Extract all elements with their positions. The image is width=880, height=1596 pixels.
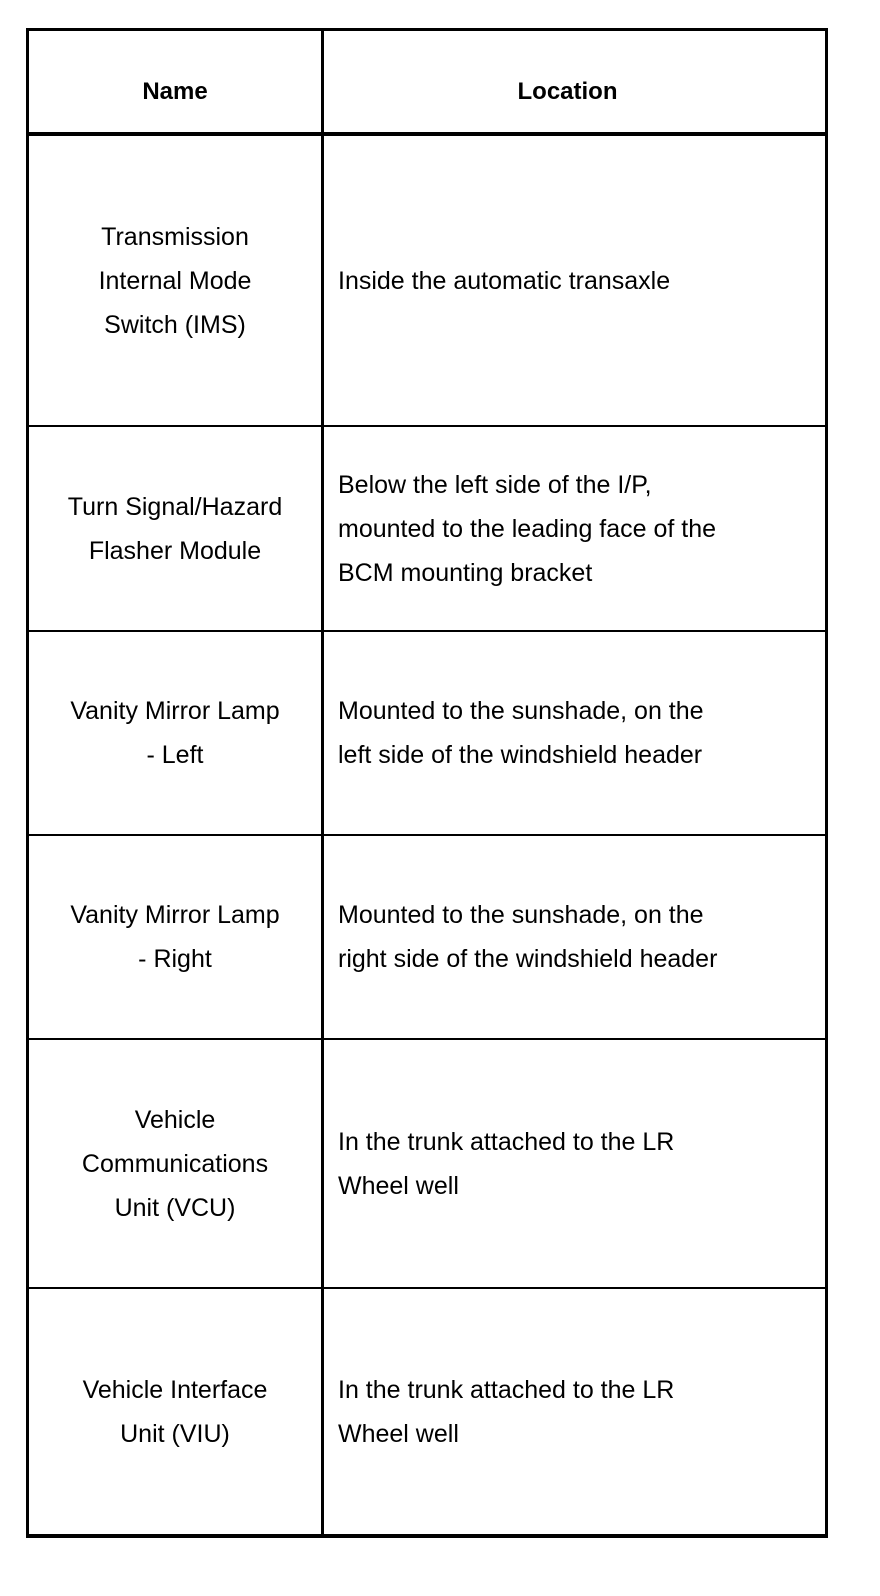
header-name-label: Name [142, 78, 208, 105]
component-name: Turn Signal/Hazard Flasher Module [67, 492, 283, 565]
component-name: Vanity Mirror Lamp - Right [70, 901, 280, 973]
component-location: Mounted to the sunshade, on the right side of the windshield header [338, 901, 718, 973]
location-cell [324, 1289, 828, 1534]
component-name: Vehicle Interface Unit (VIU) [82, 1375, 268, 1448]
location-cell [324, 1040, 828, 1287]
name-cell [26, 836, 324, 1038]
table-row [26, 632, 828, 836]
table-row [26, 1040, 828, 1289]
component-location: In the trunk attached to the LR Wheel well [338, 1375, 675, 1448]
name-cell [26, 136, 324, 425]
component-name: Vehicle Communications Unit (VCU) [81, 1105, 269, 1222]
component-location: Inside the automatic transaxle [338, 266, 671, 295]
header-location-cell [324, 31, 828, 132]
name-cell [26, 1040, 324, 1287]
header-location-label: Location [517, 78, 618, 105]
location-cell [324, 632, 828, 834]
component-location-table [26, 28, 828, 1538]
location-cell [324, 427, 828, 630]
table-row [26, 836, 828, 1040]
component-name: Transmission Internal Mode Switch (IMS) [98, 222, 252, 339]
component-name: Vanity Mirror Lamp - Left [70, 697, 280, 769]
table-header-row [26, 28, 828, 136]
component-location: In the trunk attached to the LR Wheel well [338, 1127, 675, 1200]
table-row [26, 427, 828, 632]
location-cell [324, 836, 828, 1038]
component-location: Mounted to the sunshade, on the left side of the windshield header [338, 697, 704, 769]
name-cell [26, 632, 324, 834]
table-row [26, 136, 828, 427]
name-cell [26, 1289, 324, 1534]
location-cell [324, 136, 828, 425]
name-cell [26, 427, 324, 630]
header-name-cell [26, 31, 324, 132]
table-row [26, 1289, 828, 1538]
component-location: Below the left side of the I/P, mounted to the leading face of the BCM mounting bracket [338, 470, 717, 587]
